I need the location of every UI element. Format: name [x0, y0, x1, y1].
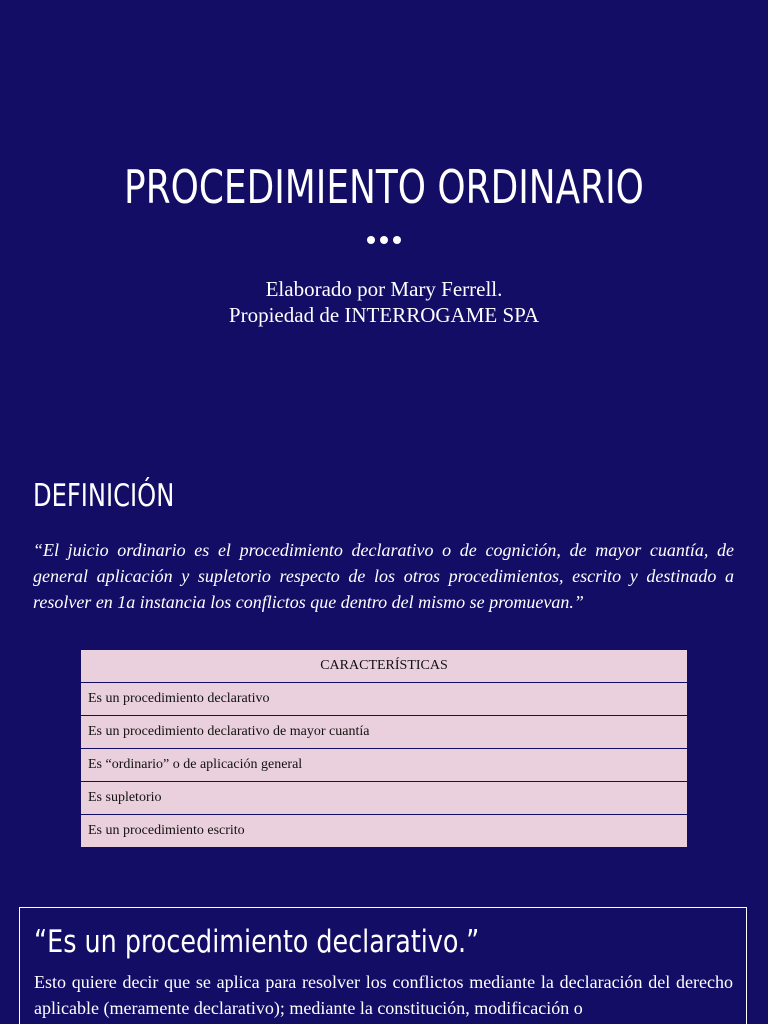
declarative-section-heading: “Es un procedimiento declarativo.”: [34, 924, 480, 960]
table-row: [81, 683, 688, 716]
dot: [367, 236, 375, 244]
declarative-section-text: Esto quiere decir que se aplica para resolver los conflictos mediante la declaración del derecho aplicable (meramente declarativo); mediante la constitución, modificación o: [34, 972, 733, 1018]
dot: [380, 236, 388, 244]
definition-text: “El juicio ordinario es el procedimiento declarativo o de cognición, de mayor cuantía, de general aplicación y supletorio respecto de los otros procedimientos, escrito y destinado a resolver en 1a instancia los conflictos que dentro del mismo se promuevan.”: [33, 540, 734, 612]
author-credits: [0, 276, 768, 328]
table-cell: Es un procedimiento declarativo de mayor cuantía: [81, 716, 688, 749]
characteristics-table: [80, 649, 688, 848]
dot: [393, 236, 401, 244]
table-row: [81, 749, 688, 782]
characteristics-table-container: [80, 649, 688, 848]
definition-heading: DEFINICIÓN: [33, 478, 175, 514]
table-header-row: [81, 650, 688, 683]
table-cell: Es un procedimiento declarativo: [81, 683, 688, 716]
table-cell: Es supletorio: [81, 782, 688, 815]
table-row: [81, 782, 688, 815]
page-title: PROCEDIMIENTO ORDINARIO: [124, 160, 644, 214]
table-row: [81, 716, 688, 749]
table-header: CARACTERÍSTICAS: [81, 650, 688, 683]
owner-line: Propiedad de INTERROGAME SPA: [228, 303, 540, 327]
ellipsis-divider-icon: [0, 236, 768, 244]
table-cell: Es un procedimiento escrito: [81, 815, 688, 848]
author-line: Elaborado por Mary Ferrell.: [265, 277, 503, 301]
table-row: [81, 815, 688, 848]
table-cell: Es “ordinario” o de aplicación general: [81, 749, 688, 782]
declarative-section-box: [19, 907, 747, 1024]
